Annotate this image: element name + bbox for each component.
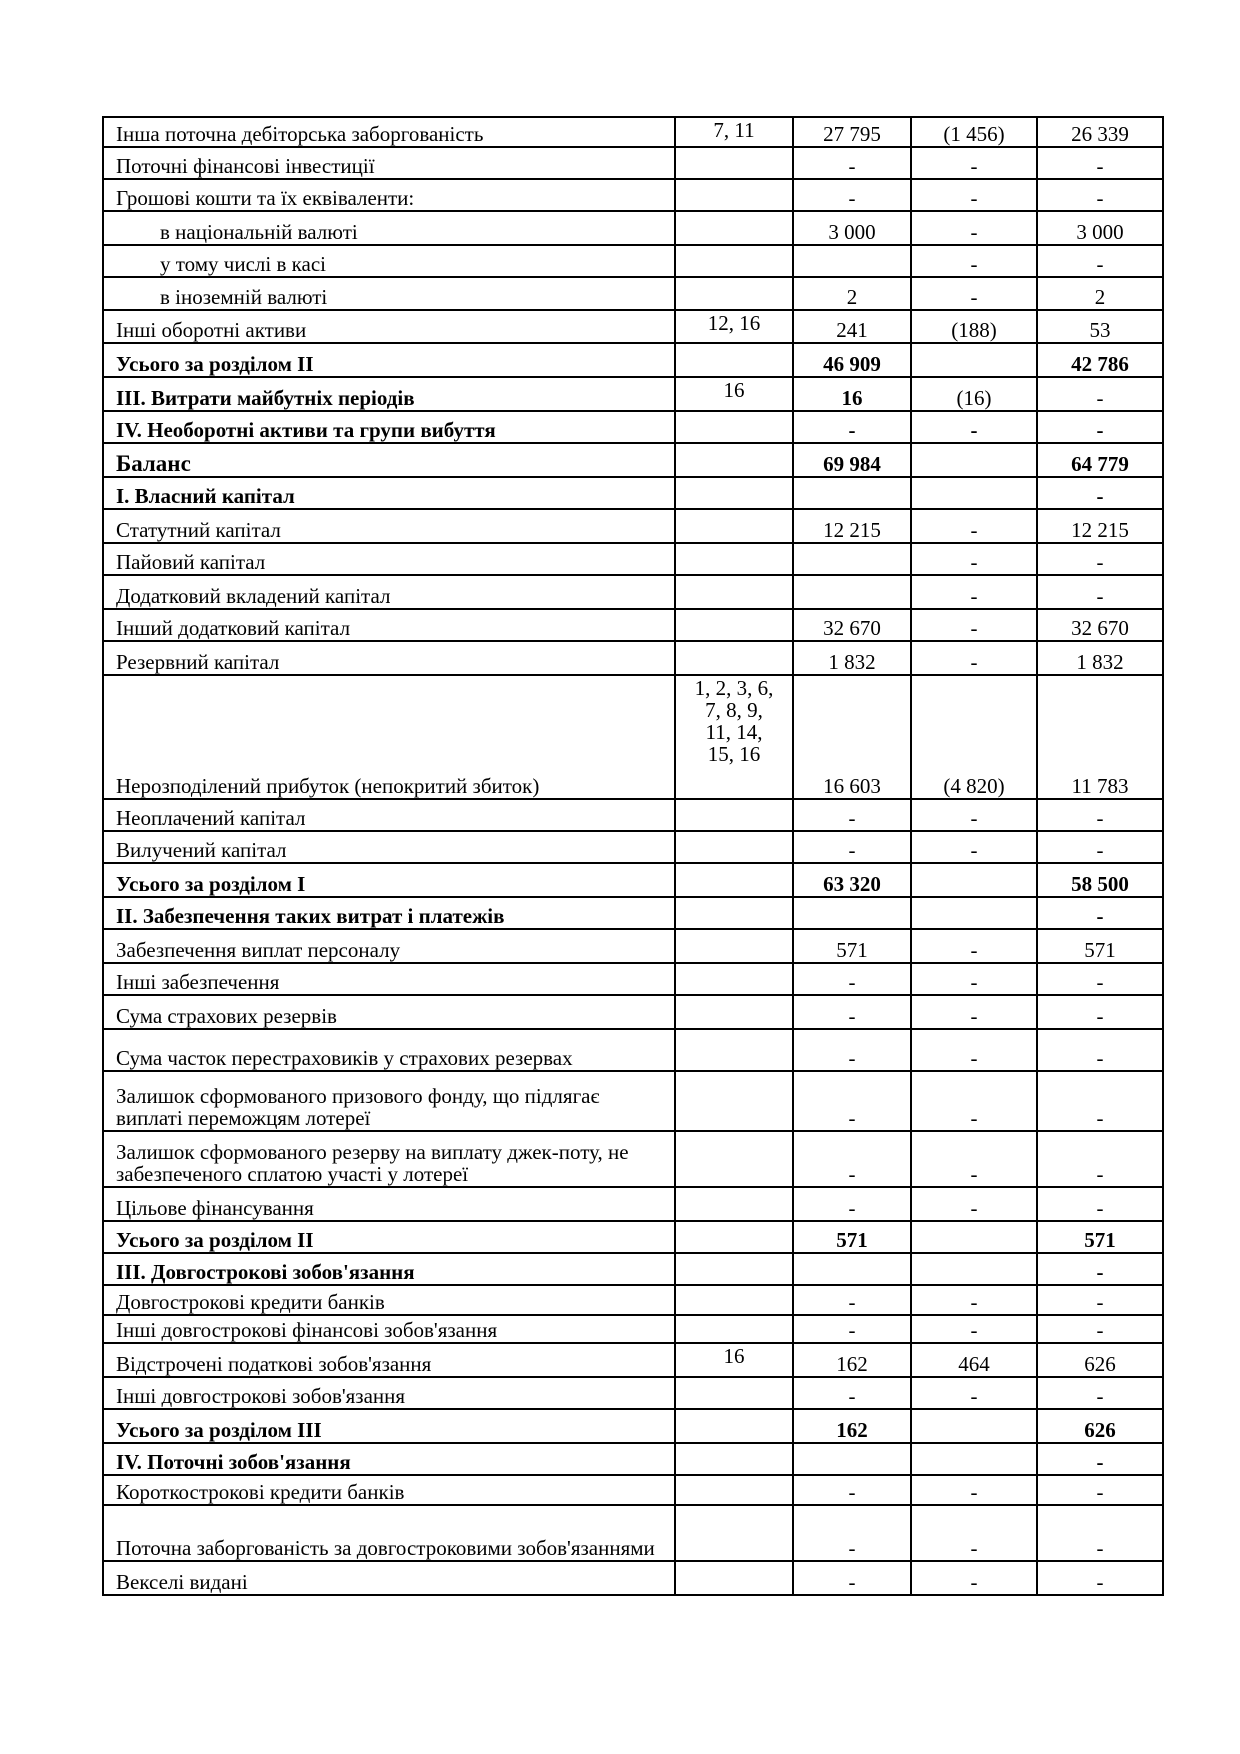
table-row [103,443,1163,477]
row-label: Відстрочені податкові зобов'язання [103,1343,675,1377]
row-value-before: 16 603 [793,675,911,799]
row-label: Вилучений капітал [103,831,675,863]
row-note-ref [675,799,793,831]
row-value-before: 46 909 [793,343,911,377]
row-note-ref [675,1131,793,1187]
row-value-before: - [793,1315,911,1343]
table-row [103,477,1163,509]
row-value-adjustment: - [911,995,1037,1029]
table-row [103,1409,1163,1443]
row-note-ref [675,1505,793,1561]
row-value-after: 571 [1037,929,1163,963]
row-value-adjustment [911,1409,1037,1443]
row-note-ref: 16 [675,377,793,411]
table-row [103,245,1163,277]
row-value-before: 241 [793,310,911,343]
row-value-after: - [1037,179,1163,211]
row-note-ref [675,179,793,211]
table-row [103,411,1163,443]
row-label: Поточні фінансові інвестиції [103,147,675,179]
row-note-ref [675,1443,793,1475]
row-value-before: 162 [793,1343,911,1377]
row-note-ref [675,1071,793,1131]
row-value-after: 26 339 [1037,117,1163,147]
row-value-after: - [1037,831,1163,863]
row-value-before: 2 [793,277,911,310]
row-note-ref [675,477,793,509]
table-row [103,1029,1163,1071]
row-value-after: - [1037,897,1163,929]
row-note-ref: 12, 16 [675,310,793,343]
row-value-adjustment: - [911,1131,1037,1187]
row-note-ref [675,995,793,1029]
row-value-after: - [1037,377,1163,411]
row-value-before: - [793,1071,911,1131]
table-row [103,117,1163,147]
row-label: Грошові кошти та їх еквіваленти: [103,179,675,211]
row-value-after: - [1037,543,1163,575]
row-note-ref [675,543,793,575]
row-value-after: - [1037,1475,1163,1505]
row-note-ref [675,443,793,477]
row-label: II. Забезпечення таких витрат і платежів [103,897,675,929]
row-value-adjustment: - [911,1475,1037,1505]
row-label: IV. Поточні зобов'язання [103,1443,675,1475]
row-value-adjustment [911,1221,1037,1253]
row-label: Усього за розділом II [103,343,675,377]
table-row [103,1253,1163,1285]
row-note-ref [675,929,793,963]
row-note-ref [675,1409,793,1443]
row-value-before: 3 000 [793,211,911,245]
row-value-after: 626 [1037,1409,1163,1443]
row-note-ref [675,211,793,245]
row-note-ref [675,245,793,277]
row-label: Інші довгострокові зобов'язання [103,1377,675,1409]
row-label: Резервний капітал [103,641,675,675]
row-value-adjustment: (4 820) [911,675,1037,799]
row-value-before: 571 [793,929,911,963]
row-value-before: - [793,1475,911,1505]
row-value-adjustment: - [911,245,1037,277]
row-label: Неоплачений капітал [103,799,675,831]
table-row [103,799,1163,831]
row-note-ref [675,641,793,675]
row-label: в національній валюті [103,211,675,245]
row-value-after: - [1037,1029,1163,1071]
row-value-adjustment: - [911,575,1037,609]
table-row [103,609,1163,641]
row-label: Статутний капітал [103,509,675,543]
table-row [103,277,1163,310]
row-value-after: - [1037,1071,1163,1131]
table-row [103,147,1163,179]
row-value-adjustment [911,863,1037,897]
balance-sheet-body [103,117,1163,1595]
row-value-before: - [793,179,911,211]
row-note-ref [675,1187,793,1221]
row-value-after: 571 [1037,1221,1163,1253]
row-label: III. Витрати майбутніх періодів [103,377,675,411]
row-value-before: - [793,1377,911,1409]
row-value-after: - [1037,411,1163,443]
row-value-before [793,1253,911,1285]
row-value-after: - [1037,995,1163,1029]
row-value-after: 1 832 [1037,641,1163,675]
row-label: Інший додатковий капітал [103,609,675,641]
row-value-adjustment: - [911,543,1037,575]
row-value-before: - [793,963,911,995]
row-value-adjustment: - [911,1285,1037,1315]
row-label: Баланс [103,443,675,477]
table-row [103,863,1163,897]
row-value-after: - [1037,1253,1163,1285]
row-value-adjustment [911,443,1037,477]
table-row [103,543,1163,575]
row-value-adjustment: (1 456) [911,117,1037,147]
row-value-before: 1 832 [793,641,911,675]
row-value-adjustment: - [911,929,1037,963]
table-row [103,929,1163,963]
table-row [103,1187,1163,1221]
row-label: Усього за розділом ІІ [103,1221,675,1253]
row-value-after: - [1037,1131,1163,1187]
row-value-after: 11 783 [1037,675,1163,799]
row-value-before: 27 795 [793,117,911,147]
row-value-after: - [1037,1315,1163,1343]
row-value-before: - [793,831,911,863]
row-note-ref [675,575,793,609]
table-row [103,343,1163,377]
row-value-after: 2 [1037,277,1163,310]
row-note-ref: 1, 2, 3, 6, 7, 8, 9, 11, 14, 15, 16 [675,675,793,799]
row-note-ref [675,609,793,641]
table-row [103,211,1163,245]
row-value-after: 58 500 [1037,863,1163,897]
balance-sheet-table [102,116,1164,1596]
row-value-adjustment: - [911,1561,1037,1595]
row-label: Інша поточна дебіторська заборгованість [103,117,675,147]
row-label: у тому числі в касі [103,245,675,277]
row-value-adjustment: - [911,1505,1037,1561]
row-value-after: - [1037,1505,1163,1561]
row-value-adjustment: - [911,411,1037,443]
row-label: Сума страхових резервів [103,995,675,1029]
row-note-ref [675,509,793,543]
table-row [103,1443,1163,1475]
row-value-before [793,245,911,277]
row-value-before: 69 984 [793,443,911,477]
row-value-adjustment: - [911,1187,1037,1221]
row-label: Короткострокові кредити банків [103,1475,675,1505]
table-row [103,179,1163,211]
row-note-ref [675,1285,793,1315]
row-value-before [793,477,911,509]
row-value-before [793,897,911,929]
row-note-ref [675,897,793,929]
row-value-after: - [1037,1443,1163,1475]
row-value-before: - [793,411,911,443]
row-note-ref [675,1377,793,1409]
row-value-adjustment: - [911,609,1037,641]
row-note-ref [675,1561,793,1595]
row-value-before: 162 [793,1409,911,1443]
row-value-adjustment: - [911,799,1037,831]
row-value-before: - [793,1561,911,1595]
table-row [103,995,1163,1029]
row-note-ref [675,831,793,863]
row-label: Нерозподілений прибуток (непокритий збиток) [103,675,675,799]
row-value-after: 64 779 [1037,443,1163,477]
row-label: III. Довгострокові зобов'язання [103,1253,675,1285]
row-value-adjustment: - [911,509,1037,543]
row-label: Векселі видані [103,1561,675,1595]
row-value-adjustment: - [911,1071,1037,1131]
row-value-after: - [1037,799,1163,831]
row-value-adjustment: - [911,963,1037,995]
row-value-before: 63 320 [793,863,911,897]
row-note-ref [675,343,793,377]
row-note-ref [675,963,793,995]
table-row [103,1221,1163,1253]
table-row [103,963,1163,995]
row-value-before: 571 [793,1221,911,1253]
row-label: Забезпечення виплат персоналу [103,929,675,963]
row-label: Інші оборотні активи [103,310,675,343]
row-value-adjustment: (16) [911,377,1037,411]
row-label: Сума часток перестраховиків у страхових резервах [103,1029,675,1071]
row-value-before: 32 670 [793,609,911,641]
row-value-before [793,1443,911,1475]
row-value-before: 16 [793,377,911,411]
table-row [103,675,1163,799]
table-row [103,575,1163,609]
row-value-adjustment: - [911,1315,1037,1343]
row-label: Пайовий капітал [103,543,675,575]
row-value-adjustment: - [911,147,1037,179]
row-value-adjustment: 464 [911,1343,1037,1377]
row-value-before: - [793,799,911,831]
row-value-before [793,575,911,609]
row-label: Інші довгострокові фінансові зобов'язання [103,1315,675,1343]
row-note-ref: 16 [675,1343,793,1377]
row-value-adjustment: - [911,1029,1037,1071]
row-value-before: - [793,995,911,1029]
row-value-after: 32 670 [1037,609,1163,641]
row-value-adjustment: - [911,1377,1037,1409]
row-value-adjustment [911,1253,1037,1285]
row-label: Поточна заборгованість за довгостроковими зобов'язаннями [103,1505,675,1561]
row-value-before: - [793,1187,911,1221]
row-note-ref [675,1221,793,1253]
row-label: Усього за розділом І [103,863,675,897]
row-note-ref [675,1475,793,1505]
row-value-before: 12 215 [793,509,911,543]
row-note-ref [675,1315,793,1343]
row-value-adjustment: - [911,277,1037,310]
row-label: в іноземній валюті [103,277,675,310]
table-row [103,1505,1163,1561]
table-row [103,377,1163,411]
row-value-after: - [1037,1285,1163,1315]
table-row [103,1561,1163,1595]
row-value-adjustment: - [911,211,1037,245]
row-value-after: 3 000 [1037,211,1163,245]
row-value-after: - [1037,575,1163,609]
row-value-before [793,543,911,575]
table-row [103,1071,1163,1131]
row-value-adjustment [911,897,1037,929]
row-value-before: - [793,1285,911,1315]
row-note-ref: 7, 11 [675,117,793,147]
row-value-adjustment [911,477,1037,509]
row-value-adjustment: - [911,179,1037,211]
table-row [103,1343,1163,1377]
row-value-after: - [1037,963,1163,995]
row-value-before: - [793,1505,911,1561]
table-row [103,1475,1163,1505]
row-value-adjustment [911,1443,1037,1475]
table-row [103,897,1163,929]
row-note-ref [675,1029,793,1071]
row-value-after: 53 [1037,310,1163,343]
row-value-after: - [1037,1561,1163,1595]
row-label: Залишок сформованого призового фонду, що підлягає виплаті переможцям лотереї [103,1071,675,1131]
table-row [103,509,1163,543]
row-value-after: 42 786 [1037,343,1163,377]
row-label: IV. Необоротні активи та групи вибуття [103,411,675,443]
row-note-ref [675,411,793,443]
row-value-before: - [793,1131,911,1187]
row-label: Додатковий вкладений капітал [103,575,675,609]
row-value-before: - [793,1029,911,1071]
row-label: Залишок сформованого резерву на виплату джек-поту, не забезпеченого сплатою участі у лотереї [103,1131,675,1187]
row-label: Інші забезпечення [103,963,675,995]
table-row [103,831,1163,863]
row-value-after: - [1037,245,1163,277]
row-value-after: - [1037,147,1163,179]
row-value-adjustment: - [911,641,1037,675]
row-label: Усього за розділом III [103,1409,675,1443]
row-value-adjustment: (188) [911,310,1037,343]
row-value-after: - [1037,1377,1163,1409]
row-label: Довгострокові кредити банків [103,1285,675,1315]
table-row [103,1131,1163,1187]
row-label: І. Власний капітал [103,477,675,509]
row-label: Цільове фінансування [103,1187,675,1221]
row-value-adjustment: - [911,831,1037,863]
table-row [103,641,1163,675]
row-value-after: 12 215 [1037,509,1163,543]
row-note-ref [675,277,793,310]
row-value-adjustment [911,343,1037,377]
row-value-after: 626 [1037,1343,1163,1377]
row-note-ref [675,1253,793,1285]
row-note-ref [675,863,793,897]
row-value-after: - [1037,1187,1163,1221]
table-row [103,1285,1163,1315]
table-row [103,1377,1163,1409]
row-value-before: - [793,147,911,179]
row-note-ref [675,147,793,179]
row-value-after: - [1037,477,1163,509]
table-row [103,310,1163,343]
table-row [103,1315,1163,1343]
